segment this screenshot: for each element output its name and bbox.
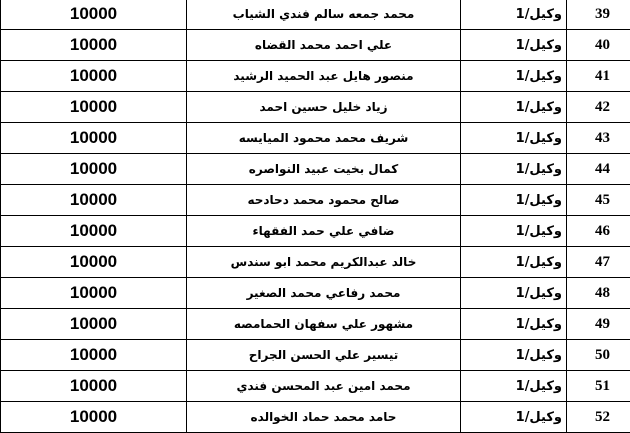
number-cell: 42	[567, 92, 630, 123]
number-cell: 50	[567, 340, 630, 371]
role-cell: وكيل/1	[461, 278, 567, 309]
number-cell: 43	[567, 123, 630, 154]
amount-cell: 10000	[1, 30, 187, 61]
name-cell: خالد عبدالكريم محمد ابو سندس	[187, 247, 461, 278]
role-cell: وكيل/1	[461, 0, 567, 30]
role-cell: وكيل/1	[461, 216, 567, 247]
name-cell: مشهور علي سفهان الحمامصه	[187, 309, 461, 340]
amount-cell: 10000	[1, 92, 187, 123]
name-cell: محمد رفاعي محمد الصغير	[187, 278, 461, 309]
amount-cell: 10000	[1, 154, 187, 185]
name-cell: زياد خليل حسين احمد	[187, 92, 461, 123]
amount-cell: 10000	[1, 247, 187, 278]
table-row	[1, 92, 630, 123]
number-cell: 49	[567, 309, 630, 340]
table-row	[1, 216, 630, 247]
role-cell: وكيل/1	[461, 340, 567, 371]
amount-cell: 10000	[1, 340, 187, 371]
number-cell: 51	[567, 371, 630, 402]
amount-cell: 10000	[1, 0, 187, 30]
table-row	[1, 278, 630, 309]
table-row	[1, 185, 630, 216]
number-cell: 47	[567, 247, 630, 278]
amount-cell: 10000	[1, 278, 187, 309]
number-cell: 39	[567, 0, 630, 30]
role-cell: وكيل/1	[461, 309, 567, 340]
table-row	[1, 154, 630, 185]
amount-cell: 10000	[1, 123, 187, 154]
table-row	[1, 247, 630, 278]
amount-cell: 10000	[1, 371, 187, 402]
role-cell: وكيل/1	[461, 61, 567, 92]
amount-cell: 10000	[1, 216, 187, 247]
number-cell: 40	[567, 30, 630, 61]
name-cell: كمال بخيت عبيد النواصره	[187, 154, 461, 185]
number-cell: 45	[567, 185, 630, 216]
role-cell: وكيل/1	[461, 371, 567, 402]
number-cell: 44	[567, 154, 630, 185]
name-cell: شريف محمد محمود الميايسه	[187, 123, 461, 154]
role-cell: وكيل/1	[461, 92, 567, 123]
role-cell: وكيل/1	[461, 154, 567, 185]
number-cell: 52	[567, 402, 630, 433]
name-cell: محمد جمعه سالم فندي الشياب	[187, 0, 461, 30]
name-cell: حامد محمد حماد الخوالده	[187, 402, 461, 433]
table-row	[1, 340, 630, 371]
name-cell: محمد امين عبد المحسن فندي	[187, 371, 461, 402]
amount-cell: 10000	[1, 61, 187, 92]
number-cell: 46	[567, 216, 630, 247]
number-cell: 48	[567, 278, 630, 309]
roster-body	[1, 0, 630, 433]
role-cell: وكيل/1	[461, 402, 567, 433]
table-row	[1, 0, 630, 30]
table-row	[1, 30, 630, 61]
table-row	[1, 123, 630, 154]
name-cell: منصور هايل عبد الحميد الرشيد	[187, 61, 461, 92]
table-row	[1, 371, 630, 402]
name-cell: علي احمد محمد القضاه	[187, 30, 461, 61]
name-cell: صالح محمود محمد دحادحه	[187, 185, 461, 216]
role-cell: وكيل/1	[461, 123, 567, 154]
table-row	[1, 61, 630, 92]
name-cell: ضافي علي حمد الفقهاء	[187, 216, 461, 247]
name-cell: تيسير علي الحسن الجراح	[187, 340, 461, 371]
number-cell: 41	[567, 61, 630, 92]
table-row	[1, 402, 630, 433]
table-row	[1, 309, 630, 340]
amount-cell: 10000	[1, 309, 187, 340]
amount-cell: 10000	[1, 402, 187, 433]
role-cell: وكيل/1	[461, 185, 567, 216]
role-cell: وكيل/1	[461, 30, 567, 61]
role-cell: وكيل/1	[461, 247, 567, 278]
amount-cell: 10000	[1, 185, 187, 216]
